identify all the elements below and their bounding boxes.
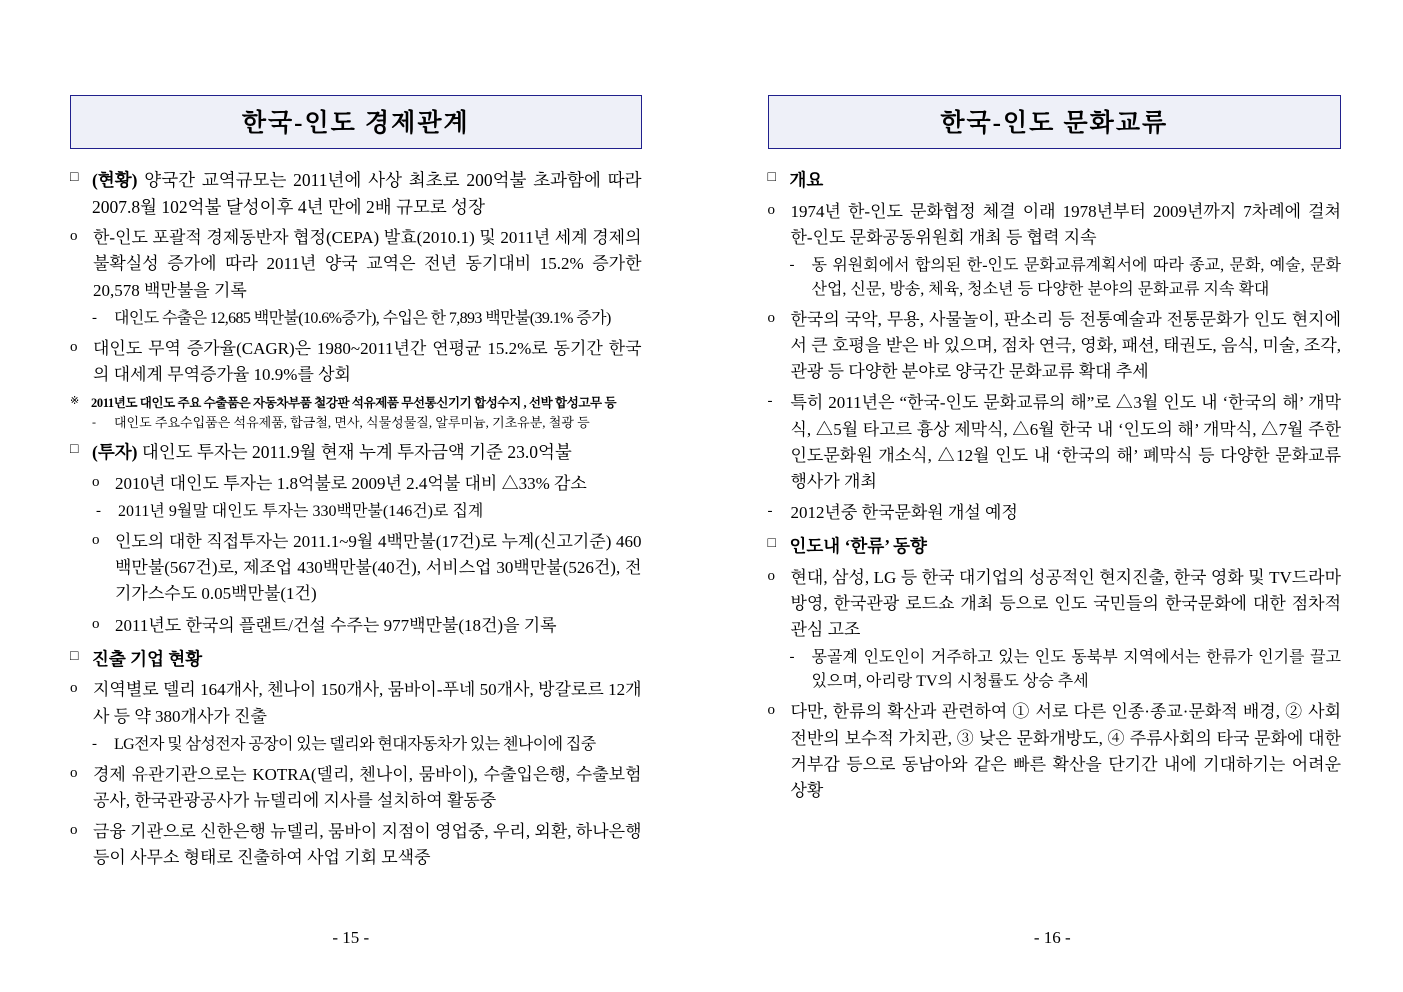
page-right-content (768, 167, 1342, 804)
bullet-circle-icon: o (92, 473, 100, 490)
list-item (70, 439, 642, 466)
list-item (768, 307, 1342, 386)
bullet-dash-icon: - (92, 415, 96, 430)
bullet-dash-icon: - (92, 309, 97, 326)
list-item-text: 2011년 9월말 대인도 투자는 330백만불(146건)로 집계 (118, 503, 484, 521)
bullet-square-icon: □ (70, 170, 79, 185)
bullet-circle-icon: o (70, 822, 78, 839)
bullet-square-icon: □ (70, 648, 79, 664)
bullet-circle-icon: o (70, 680, 78, 697)
page-number-left: - 15 - (332, 928, 370, 947)
list-item (768, 699, 1342, 804)
list-item (70, 336, 642, 388)
list-item-body: 대인도 투자는 2011.9월 현재 누계 투자금액 기준 23.0억불 (137, 442, 572, 463)
list-item-text: 1974년 한-인도 문화협정 체결 이래 1978년부터 2009년까지 7차례에 걸쳐 한-인도 문화공동위원회 개최 등 협력 지속 (790, 201, 1341, 247)
list-item (92, 529, 642, 608)
footnote-item (92, 414, 642, 432)
page-right-title-box (768, 95, 1342, 149)
list-item (768, 390, 1342, 495)
page-right (702, 0, 1403, 992)
star-icon: ※ (70, 395, 80, 408)
list-item-text: 몽골계 인도인이 거주하고 있는 인도 동북부 지역에서는 한류가 인기를 끌고 있으며, 아리랑 TV의 시청률도 상승 추세 (811, 649, 1341, 691)
list-item-text: 현대, 삼성, LG 등 한국 대기업의 성공적인 현지진출, 한국 영화 및 TV드라마 방영, 한국관광 로드쇼 개최 등으로 인도 국민들의 한국문화에 대한 점차적 관심 고조 (790, 567, 1341, 640)
list-item (92, 733, 642, 757)
section-heading-text: 진출 기업 현황 (92, 648, 203, 669)
bullet-square-icon: □ (767, 536, 776, 552)
list-item-text: 특히 2011년은 “한국-인도 문화교류의 해”로 △3월 인도 내 ‘한국의 해’ 개막식, △5월 타고르 흉상 제막식, △6월 한국 내 ‘인도의 해’ 개막식, △7월 주한인도문화원 개소식, △12월 인도 내 ‘한국의 해’ 폐막식 등 다양한 문화교류행사가 개최 (790, 393, 1341, 491)
list-item (70, 819, 642, 871)
list-item-text: 한국의 국악, 무용, 사물놀이, 판소리 등 전통예술과 전통문화가 인도 현지에서 큰 호평을 받은 바 있으며, 점차 연극, 영화, 패션, 태권도, 음식, 미술, 조각, 관광 등 다양한 분야로 양국간 문화교류 확대 추세 (790, 309, 1341, 382)
list-item-lead: (현황) (92, 170, 138, 190)
list-item-text (92, 439, 642, 466)
list-item (70, 225, 642, 304)
bullet-circle-icon: o (70, 764, 78, 781)
footnote-text: 2011년도 대인도 주요 수출품은 자동차부품 철강판 석유제품 무선통신기기 합성수지 , 선박 합성고무 등 (91, 396, 617, 411)
list-item (92, 307, 642, 331)
section-heading-text: 인도내 ‘한류’ 동향 (789, 536, 927, 557)
bullet-dash-icon: - (767, 393, 773, 410)
list-item (92, 613, 642, 639)
list-item-text: 2011년도 한국의 플랜트/건설 수주는 977백만불(18건)을 기록 (115, 615, 557, 635)
footnote-item (70, 394, 642, 412)
footnote-text: 대인도 주요수입품은 석유제품, 합금철, 면사, 식물성물질, 알루미늄, 기초유분, 철광 등 (114, 415, 590, 431)
bullet-dash-icon: - (96, 503, 101, 520)
list-item-text: 금융 기관으로 신한은행 뉴델리, 뭄바이 지점이 영업중, 우리, 외환, 하나은행 등이 사무소 형태로 진출하여 사업 기회 모색중 (93, 822, 642, 868)
list-item (790, 254, 1342, 302)
bullet-dash-icon: - (767, 503, 773, 520)
list-item-body: 양국간 교역규모는 2011년에 사상 최초로 200억불 초과함에 따라 2007.8월 102억불 달성이후 4년 만에 2배 규모로 성장 (92, 170, 642, 217)
section-heading-text: 개요 (789, 170, 824, 190)
bullet-square-icon: □ (70, 442, 79, 458)
bullet-dash-icon: - (92, 735, 97, 752)
list-item-text: 다만, 한류의 확산과 관련하여 ① 서로 다른 인종·종교·문화적 배경, ② 사회전반의 보수적 가치관, ③ 낮은 문화개방도, ④ 주류사회의 타국 문화에 대한 거부감 등으로 동남아와 같은 빠른 확산을 단기간 내에 기대하기는 어려운 상황 (790, 702, 1341, 800)
list-item-text: 대인도 수출은 12,685 백만불(10.6%증가), 수입은 한 7,893 백만불(39.1% 증가) (114, 309, 611, 327)
bullet-circle-icon: o (70, 228, 78, 245)
list-item-text: LG전자 및 삼성전자 공장이 있는 델리와 현대자동차가 있는 첸나이에 집중 (114, 735, 596, 753)
list-item-text: 동 위원회에서 합의된 한-인도 문화교류계획서에 따라 종교, 문화, 예술, 문화산업, 신문, 방송, 체육, 청소년 등 다양한 분야의 문화교류 지속 확대 (811, 256, 1341, 298)
bullet-square-icon: □ (767, 170, 776, 185)
page-left-title-box (70, 95, 642, 149)
bullet-dash-icon: - (789, 649, 795, 666)
list-item (96, 500, 642, 524)
list-item-text: 인도의 대한 직접투자는 2011.1~9월 4백만불(17건)로 누계(신고기준) 460백만불(567건)로, 제조업 430백만불(40건), 서비스업 30백만불(526건), 전기가스수도 0.05백만불(1건) (115, 532, 642, 604)
bullet-circle-icon: o (767, 567, 775, 584)
bullet-dash-icon: - (789, 256, 795, 273)
bullet-circle-icon: o (767, 201, 775, 218)
list-item (768, 199, 1342, 251)
list-item-text: 경제 유관기관으로는 KOTRA(델리, 첸나이, 뭄바이), 수출입은행, 수출보험공사, 한국관광공사가 뉴델리에 지사를 설치하여 활동중 (93, 764, 642, 810)
list-item (70, 762, 642, 814)
list-item (70, 167, 642, 220)
section-heading (768, 533, 1342, 560)
page-left-title: 한국-인도 경제관계 (241, 110, 470, 137)
bullet-circle-icon: o (92, 615, 100, 632)
page-left-content (70, 167, 642, 871)
list-item-text: 2010년 대인도 투자는 1.8억불로 2009년 2.4억불 대비 △33% 감소 (115, 473, 587, 493)
list-item (768, 500, 1342, 526)
bullet-circle-icon: o (767, 309, 775, 326)
list-item-text: 한-인도 포괄적 경제동반자 협정(CEPA) 발효(2010.1) 및 2011년 세계 경제의 불확실성 증가에 따라 2011년 양국 교역은 전년 동기대비 15.2% 증가한 20,578 백만불을 기록 (93, 228, 642, 300)
list-item (790, 646, 1342, 694)
list-item (70, 677, 642, 729)
bullet-circle-icon: o (92, 532, 100, 549)
section-heading (768, 167, 1342, 194)
bullet-circle-icon: o (70, 338, 78, 355)
bullet-circle-icon: o (767, 702, 775, 719)
section-heading (70, 646, 642, 673)
list-item-text: 대인도 무역 증가율(CAGR)은 1980~2011년간 연평균 15.2%로 동기간 한국의 대세계 무역증가율 10.9%를 상회 (93, 338, 642, 384)
page-number-right: - 16 - (1033, 928, 1071, 947)
list-item-text: 2012년중 한국문화원 개설 예정 (790, 503, 1018, 523)
list-item-text (92, 167, 642, 220)
list-item (92, 471, 642, 497)
page-right-title: 한국-인도 문화교류 (940, 110, 1169, 137)
list-item-text: 지역별로 델리 164개사, 첸나이 150개사, 뭄바이-푸네 50개사, 방갈로르 12개사 등 약 380개사가 진출 (93, 680, 642, 726)
list-item-lead: (투자) (92, 442, 138, 463)
list-item (768, 565, 1342, 644)
